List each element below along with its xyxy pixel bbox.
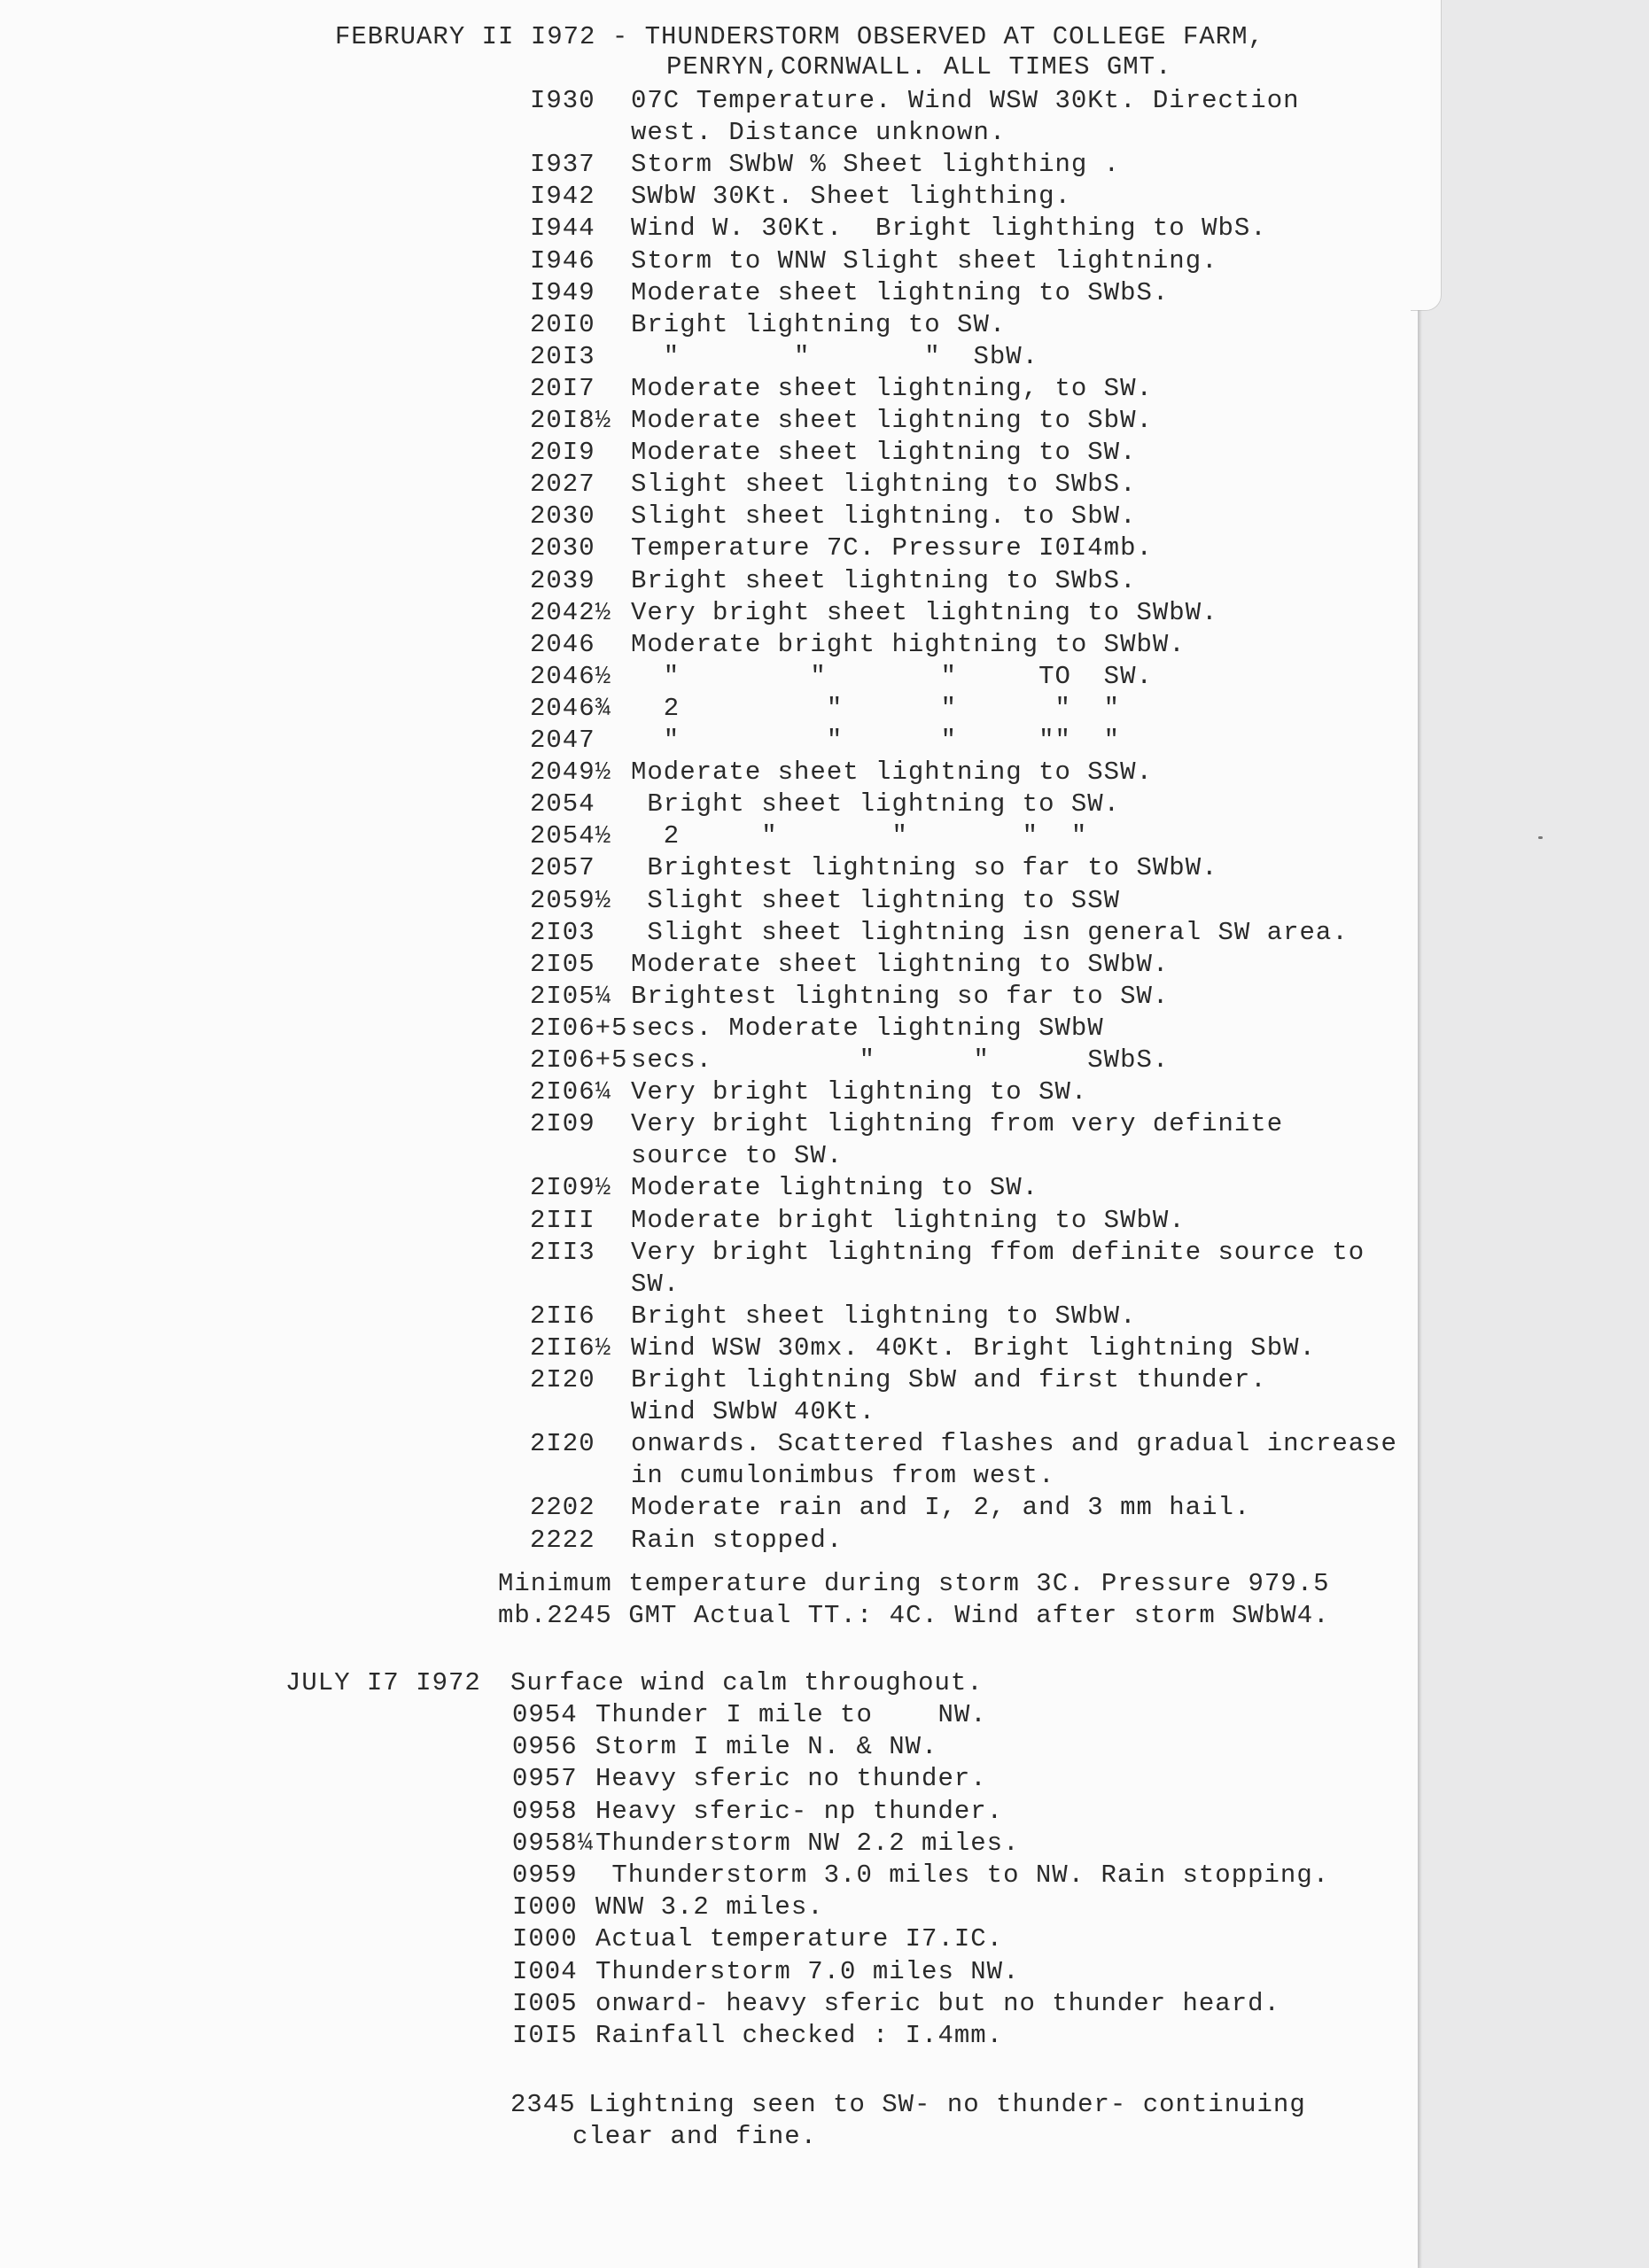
log-text: Temperature 7C. Pressure I0I4mb. [631, 533, 1153, 563]
log-time: 2057 [530, 853, 595, 883]
log-time: 2046¾ [530, 693, 612, 723]
log-text: Rainfall checked : I.4mm. [595, 2021, 1004, 2050]
log-text: Bright sheet lightning to SWbW. [631, 1301, 1137, 1331]
header-line-2: PENRYN,CORNWALL. ALL TIMES GMT. [666, 52, 1172, 82]
log-time: I937 [530, 150, 595, 180]
log-text: SWbW 30Kt. Sheet lighthing. [631, 182, 1071, 212]
log-text: Very bright sheet lightning to SWbW. [631, 597, 1218, 627]
log-time: 2049½ [530, 757, 612, 788]
log-time: 2027 [530, 470, 595, 500]
log-text: Thunderstorm NW 2.2 miles. [595, 1828, 1020, 1858]
log-text: Very bright lightning to SW. [631, 1077, 1088, 1107]
log-text: Brightest lightning so far to SWbW. [631, 853, 1218, 883]
log-text: Moderate sheet lightning to SbW. [631, 406, 1153, 435]
final-entry-time: 2345 [510, 2090, 576, 2119]
log-text: Slight sheet lightning isn general SW area. [631, 917, 1349, 947]
log-time: 20I3 [530, 341, 595, 371]
log-text: Slight sheet lightning. to SbW. [631, 501, 1137, 532]
log-text: secs. " " SWbS. [631, 1045, 1170, 1075]
log-text: Thunderstorm 3.0 miles to NW. Rain stopping. [595, 1860, 1330, 1890]
log-text: Bright lightning to SW. [631, 309, 1007, 339]
log-time: 2I05¼ [530, 981, 612, 1011]
summary-line: mb.2245 GMT Actual TT.: 4C. Wind after storm SWbW4. [498, 1601, 1330, 1630]
log-time: 2047 [530, 726, 595, 755]
log-time: 2042½ [530, 597, 612, 627]
log-text: Moderate sheet lightning to SSW. [631, 757, 1153, 788]
log-time: I944 [530, 214, 595, 244]
log-time: 2054 [530, 789, 595, 819]
log-time: 2046½ [530, 661, 612, 691]
log-text: Bright sheet lightning to SW. [631, 789, 1121, 819]
log-text: Storm SWbW % Sheet lighthing . [631, 150, 1121, 180]
paper-speck [1538, 836, 1543, 839]
log-time: 0958 [512, 1796, 578, 1826]
log-time: I000 [512, 1924, 578, 1954]
log-text: Slight sheet lightning to SWbS. [631, 470, 1137, 500]
header-line-1: FEBRUARY II I972 - THUNDERSTORM OBSERVED AT COLLEGE FARM, [335, 22, 1264, 51]
log-time: 0959 [512, 1860, 578, 1890]
log-time: 2I06¼ [530, 1077, 612, 1107]
log-text: Bright sheet lightning to SWbS. [631, 565, 1137, 595]
log-text: " " " SbW. [631, 341, 1039, 371]
log-time: 2I03 [530, 917, 595, 947]
log-continuation: in cumulonimbus from west. [631, 1461, 1055, 1491]
log-time: 2I06+5 [530, 1045, 628, 1075]
log-text: Moderate lightning to SW. [631, 1173, 1039, 1203]
log-continuation: west. Distance unknown. [631, 118, 1007, 148]
log-text: Bright lightning SbW and first thunder. [631, 1365, 1267, 1394]
log-text: Thunder I mile to NW. [595, 1700, 987, 1729]
log-time: I005 [512, 1988, 578, 2018]
log-text: 2 " " " " [631, 693, 1121, 723]
log-time: 2222 [530, 1525, 595, 1555]
log-time: 0958¼ [512, 1828, 595, 1858]
log-time: 2039 [530, 565, 595, 595]
log-time: 2I20 [530, 1429, 595, 1459]
log-text: Wind WSW 30mx. 40Kt. Bright lightning SbW. [631, 1332, 1316, 1363]
log-time: I004 [512, 1956, 578, 1986]
log-time: 2059½ [530, 885, 612, 915]
log-time: 2I09½ [530, 1173, 612, 1203]
log-time: 2030 [530, 533, 595, 563]
log-time: I942 [530, 182, 595, 212]
page-edge-shadow [1418, 310, 1422, 2268]
log-text: Wind W. 30Kt. Bright lighthing to WbS. [631, 214, 1267, 244]
log-time: 20I7 [530, 373, 595, 403]
log-time: 2II3 [530, 1237, 595, 1267]
log-text: Moderate sheet lightning to SWbS. [631, 277, 1170, 307]
log-text: Heavy sferic- np thunder. [595, 1796, 1004, 1826]
log-text: Slight sheet lightning to SSW [631, 885, 1121, 915]
log-time: I000 [512, 1892, 578, 1922]
log-text: onward- heavy sferic but no thunder heard. [595, 1988, 1280, 2018]
page-corner-tab [1411, 0, 1442, 311]
july-surface-wind: Surface wind calm throughout. [510, 1668, 984, 1697]
log-time: 2II6 [530, 1301, 595, 1331]
log-text: Moderate rain and I, 2, and 3 mm hail. [631, 1493, 1251, 1523]
log-text: Storm I mile N. & NW. [595, 1732, 938, 1762]
log-text: Storm to WNW Slight sheet lightning. [631, 245, 1218, 276]
july-date: JULY I7 I972 [285, 1668, 481, 1697]
log-text: onwards. Scattered flashes and gradual increase [631, 1429, 1397, 1459]
log-text: Very bright lightning from very definite [631, 1109, 1284, 1139]
log-time: 2III [530, 1205, 595, 1235]
log-time: 20I9 [530, 438, 595, 468]
log-text: " " " "" " [631, 726, 1121, 755]
log-time: I0I5 [512, 2021, 578, 2050]
log-text: Very bright lightning ffom definite source to [631, 1237, 1365, 1267]
log-text: Moderate bright hightning to SWbW. [631, 629, 1186, 659]
log-time: 2I09 [530, 1109, 595, 1139]
log-time: 2030 [530, 501, 595, 532]
log-time: 2202 [530, 1493, 595, 1523]
log-continuation: Wind SWbW 40Kt. [631, 1397, 876, 1427]
log-time: 2046 [530, 629, 595, 659]
log-time: 20I0 [530, 309, 595, 339]
log-time: 2I20 [530, 1365, 595, 1394]
final-entry-text: Lightning seen to SW- no thunder- continuing [588, 2090, 1306, 2119]
log-time: I946 [530, 245, 595, 276]
log-time: 0956 [512, 1732, 578, 1762]
log-time: 2I06+5 [530, 1013, 628, 1043]
log-text: WNW 3.2 miles. [595, 1892, 824, 1922]
log-continuation: source to SW. [631, 1141, 844, 1171]
log-text: Moderate sheet lightning to SW. [631, 438, 1137, 468]
log-time: 0954 [512, 1700, 578, 1729]
log-time: 0957 [512, 1764, 578, 1794]
summary-line: Minimum temperature during storm 3C. Pressure 979.5 [498, 1569, 1330, 1598]
log-time: I949 [530, 277, 595, 307]
log-time: I930 [530, 86, 595, 115]
log-text: Moderate sheet lightning to SWbW. [631, 949, 1170, 979]
log-text: secs. Moderate lightning SWbW [631, 1013, 1104, 1043]
log-text: Brightest lightning so far to SW. [631, 981, 1170, 1011]
log-text: 2 " " " " [631, 821, 1088, 851]
log-text: Moderate sheet lightning, to SW. [631, 373, 1153, 403]
log-text: Rain stopped. [631, 1525, 844, 1555]
log-text: " " " TO SW. [631, 661, 1153, 691]
log-text: 07C Temperature. Wind WSW 30Kt. Direction [631, 86, 1300, 115]
log-text: Actual temperature I7.IC. [595, 1924, 1004, 1954]
log-text: Heavy sferic no thunder. [595, 1764, 987, 1794]
log-time: 20I8½ [530, 406, 612, 435]
final-entry-continuation: clear and fine. [572, 2122, 818, 2151]
log-time: 2I05 [530, 949, 595, 979]
log-time: 2054½ [530, 821, 612, 851]
log-text: Thunderstorm 7.0 miles NW. [595, 1956, 1020, 1986]
log-time: 2II6½ [530, 1332, 612, 1363]
log-text: Moderate bright lightning to SWbW. [631, 1205, 1186, 1235]
log-continuation: SW. [631, 1269, 681, 1299]
